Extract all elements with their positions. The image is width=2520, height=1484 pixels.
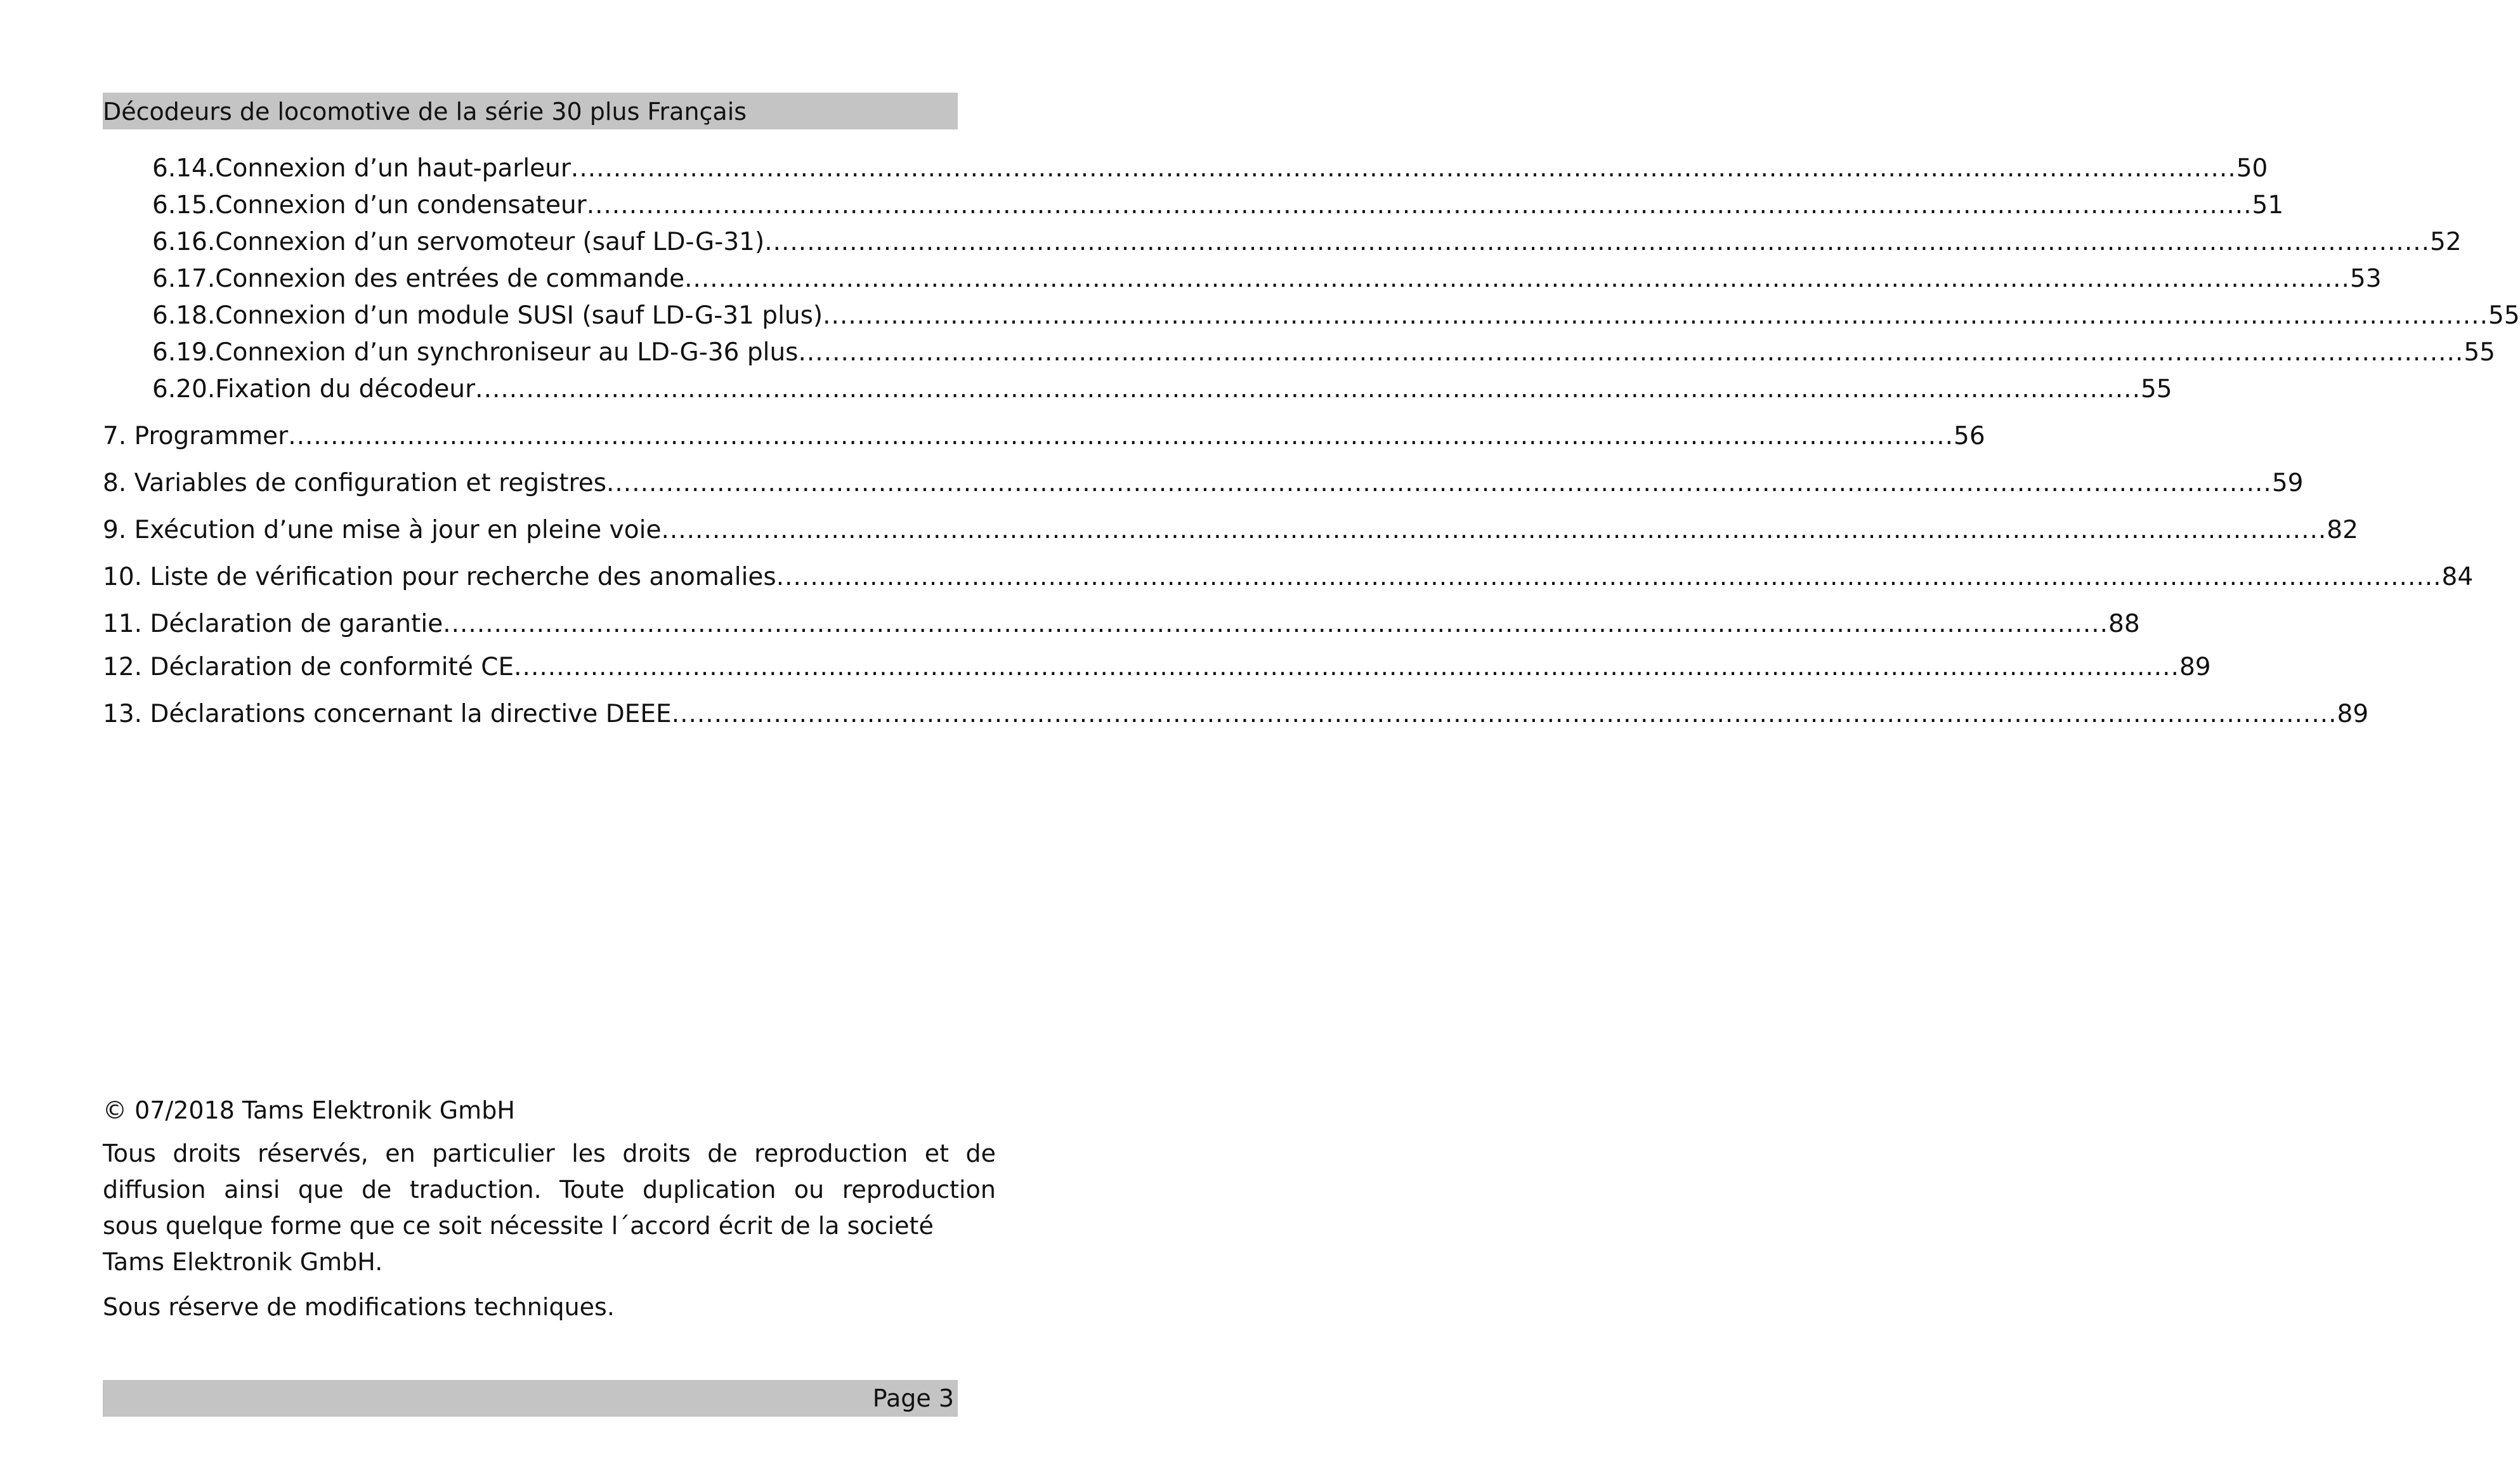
rights-word: réservés,: [258, 1139, 369, 1167]
toc-entry-10[interactable]: [103, 561, 2474, 593]
toc-entry-6-20[interactable]: [152, 374, 2172, 405]
toc-entry-page: 50: [2236, 154, 2268, 183]
toc-entry-page: 51: [2252, 191, 2284, 220]
toc-entry-label: 11. Déclaration de garantie: [103, 610, 443, 638]
toc-leader-dots: ....................................................................................................................................................................................................: [606, 469, 2272, 497]
toc-entry-label: 6.14.Connexion d’un haut-parleur: [152, 154, 571, 183]
toc-entry-6-18[interactable]: [152, 300, 2520, 332]
toc-leader-dots: ....................................................................................................................................................................................................: [671, 700, 2337, 728]
toc-entry-label: 6.19.Connexion d’un synchroniseur au LD-G-36 plus: [152, 338, 799, 367]
rights-word: en: [385, 1139, 415, 1167]
toc-leader-dots: ....................................................................................................................................................................................................: [288, 422, 1954, 450]
rights-word: reproduction: [842, 1176, 996, 1204]
toc-entry-page: 84: [2441, 563, 2474, 591]
toc-entry-page: 82: [2327, 516, 2358, 544]
toc-leader-dots: ....................................................................................................................................................................................................: [823, 301, 2488, 330]
rights-word: les: [571, 1139, 606, 1167]
header-title: Décodeurs de locomotive de la série 30 plus Français: [103, 98, 747, 126]
footer-bar: [103, 1380, 958, 1417]
rights-word: traduction.: [409, 1176, 542, 1204]
toc-leader-dots: ....................................................................................................................................................................................................: [514, 653, 2179, 681]
toc-entry-page: 89: [2337, 700, 2369, 728]
toc-entry-7[interactable]: [103, 421, 1985, 452]
rights-word: droits: [622, 1139, 691, 1167]
rights-word: de: [707, 1139, 738, 1167]
toc-entry-label: 7. Programmer: [103, 422, 289, 450]
toc-leader-dots: ....................................................................................................................................................................................................: [764, 228, 2431, 256]
toc-entry-label: 6.17.Connexion des entrées de commande: [152, 265, 685, 293]
toc-entry-page: 53: [2349, 265, 2382, 293]
toc-entry-label: 6.15.Connexion d’un condensateur: [152, 191, 587, 220]
toc-entry-label: 9. Exécution d’une mise à jour en pleine voie: [103, 516, 662, 544]
modification-notice: Sous réserve de modifications techniques.: [103, 1293, 615, 1321]
toc-leader-dots: ....................................................................................................................................................................................................: [586, 191, 2252, 220]
rights-word: diffusion: [103, 1176, 206, 1204]
toc-leader-dots: ....................................................................................................................................................................................................: [661, 516, 2327, 544]
toc-entry-6-15[interactable]: [152, 190, 2284, 221]
toc-entry-label: 8. Variables de configuration et registres: [103, 469, 607, 497]
toc-entry-label: 10. Liste de vérification pour recherche des anomalies: [103, 563, 776, 591]
toc-leader-dots: ....................................................................................................................................................................................................: [798, 338, 2464, 367]
toc-entry-6-19[interactable]: [152, 337, 2495, 369]
toc-entry-page: 55: [2140, 375, 2172, 404]
copyright-line: © 07/2018 Tams Elektronik GmbH: [103, 1096, 515, 1124]
rights-word: Tous: [103, 1139, 156, 1167]
rights-word: et: [924, 1139, 950, 1167]
rights-word: ainsi: [224, 1176, 280, 1204]
rights-line-2: [103, 1172, 996, 1208]
toc-entry-6-14[interactable]: [152, 153, 2268, 185]
rights-word: que: [297, 1176, 344, 1204]
toc-entry-page: 88: [2108, 610, 2140, 638]
toc-entry-13[interactable]: [103, 699, 2369, 730]
rights-word: de: [965, 1139, 996, 1167]
page-number: Page 3: [872, 1384, 954, 1412]
toc-entry-page: 55: [2488, 301, 2520, 330]
rights-paragraph: [103, 1136, 996, 1280]
toc-entry-label: 6.20.Fixation du décodeur: [152, 375, 476, 404]
rights-line-4: Tams Elektronik GmbH.: [103, 1248, 383, 1276]
toc-leader-dots: ....................................................................................................................................................................................................: [475, 375, 2141, 404]
toc-leader-dots: ....................................................................................................................................................................................................: [570, 154, 2236, 183]
rights-word: Toute: [559, 1176, 625, 1204]
toc-entry-label: 6.16.Connexion d’un servomoteur (sauf LD-G-31): [152, 228, 765, 256]
toc-entry-label: 13. Déclarations concernant la directive DEEE: [103, 700, 672, 728]
toc-entry-page: 55: [2464, 338, 2495, 367]
rights-word: particulier: [432, 1139, 555, 1167]
toc-leader-dots: ....................................................................................................................................................................................................: [684, 265, 2350, 293]
toc-entry-8[interactable]: [103, 468, 2304, 499]
toc-entry-page: 89: [2179, 653, 2211, 681]
toc-leader-dots: ....................................................................................................................................................................................................: [443, 610, 2109, 638]
toc-entry-label: 12. Déclaration de conformité CE: [103, 653, 514, 681]
rights-word: droits: [173, 1139, 241, 1167]
toc-entry-label: 6.18.Connexion d’un module SUSI (sauf LD-G-31 plus): [152, 301, 823, 330]
toc-entry-9[interactable]: [103, 515, 2358, 546]
rights-word: duplication: [643, 1176, 776, 1204]
rights-line-1: [103, 1136, 996, 1172]
toc-leader-dots: ....................................................................................................................................................................................................: [776, 563, 2442, 591]
toc-entry-12[interactable]: [103, 652, 2211, 683]
rights-word: de: [361, 1176, 392, 1204]
rights-line-3: sous quelque forme que ce soit nécessite l´accord écrit de la societé: [103, 1212, 934, 1240]
toc-entry-page: 59: [2271, 469, 2304, 497]
toc-entry-6-17[interactable]: [152, 263, 2382, 295]
rights-word: ou: [793, 1176, 825, 1204]
toc-entry-6-16[interactable]: [152, 227, 2462, 258]
toc-entry-11[interactable]: [103, 608, 2140, 640]
toc-entry-page: 52: [2430, 228, 2462, 256]
rights-word: reproduction: [754, 1139, 908, 1167]
toc-entry-page: 56: [1954, 422, 1985, 450]
header-bar: [103, 93, 958, 129]
